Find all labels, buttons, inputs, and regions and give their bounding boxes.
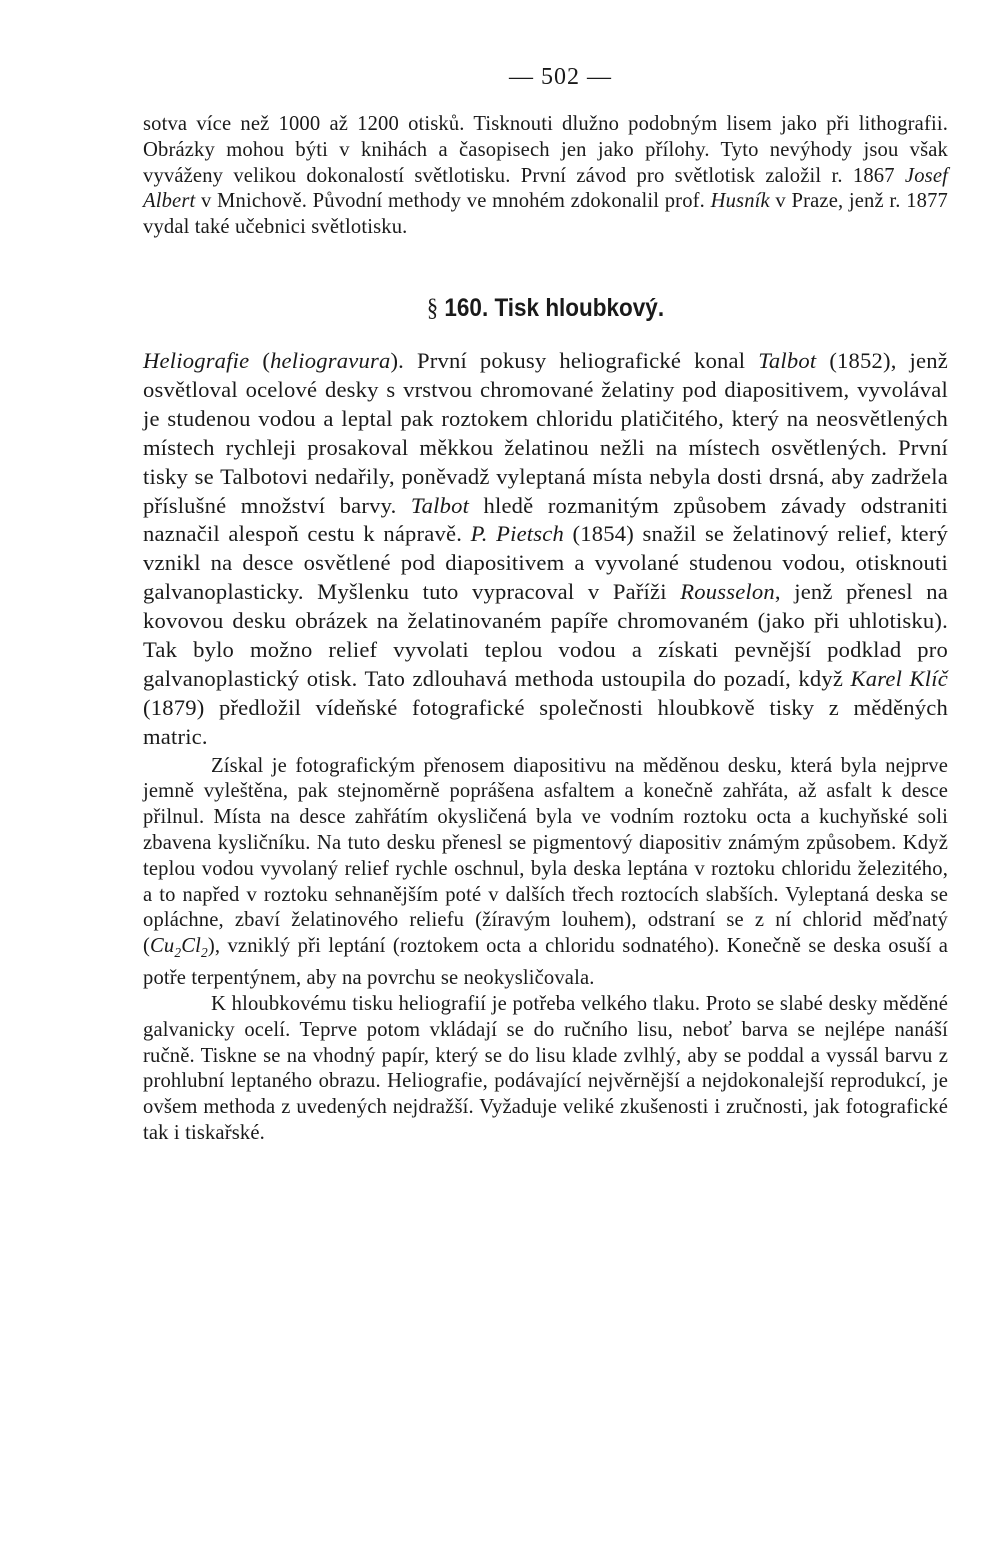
paragraph-printing: K hloubkovému tisku heliografií je potřeba velkého tlaku. Proto se slabé desky měděné galvanicky ocelí. Teprve potom vkládají se do ručního lisu, neboť barva se nejlépe nanáší ručně. Tiskne se na vhodný papír, který se do lisu klade zvlhlý, aby se poddal a vyssál barvu z prohlubní leptaného obrazu. Heliografie, podávající nejvěrnější a nejdokonalejší reprodukcí, je ovšem methoda z uvedených nejdražší. Vyžaduje veliké zkušenosti i zručnosti, jak fotografické tak i tiskařské. (143, 992, 948, 1144)
italic-name: Talbot (758, 347, 817, 373)
text-run: (1852), jenž osvětloval ocelové desky s vrstvou chromované želatiny pod diapositivem, vyvolával je studenou vodou a leptal pak roztokem chloridu platičitého, který na neosvětlených místech rychleji prosakoval měkkou želatinou nežli na místech osvětlených. První tisky se Talbotovi nedařily, poněvadž vyleptaná místa nebyla dosti drsná, aby zadržela příslušné množství barvy. (143, 347, 948, 518)
formula-element-1: Cu (150, 935, 175, 958)
paragraph-heliografie (143, 347, 948, 752)
text-run: v Mnichově. Původní methody ve mnohém zdokonalil prof. (195, 190, 711, 213)
italic-name: heliogravura (270, 347, 391, 373)
intro-paragraph (143, 112, 948, 241)
text-run: sotva více než 1000 až 1200 otisků. Tisknouti dlužno podobným lisem jako při lithografii. Obrázky mohou býti v knihách a časopisech jen jako přílohy. Tyto nevýhody jsou však vyváženy velikou dokonalostí světlotisku. První závod pro světlotisk založil r. 1867 (143, 113, 948, 187)
text-run: (1879) předložil vídeňské fotografické společnosti hloubkově tisky z měděných matric. (143, 694, 948, 749)
text-run: ( (249, 347, 271, 373)
paragraph-process-text-a: Získal je fotografickým přenosem diapositivu na měděnou desku, která byla nejprve jemně vyleštěna, pak stejnoměrně poprášena asfaltem a konečně zahřáta, až asfalt k desce přilnul. Místa na desce zahřátím okysličená byla ve vodním roztoku octa a kuchyňské soli zbavena kysličníku. Na tuto desku přenesl se pigmentový diapositiv známým způsobem. Když teplou vodou vyvolaný relief rychle oschnul, byla deska leptána v roztoku chloridu železitého, a to napřed v roztoku sehnanějším poté v dalších třech roztocích slabších. Vyleptaná deska se opláchne, zbaví želatinového reliefu (žíravým louhem), odstraní se z ní chlorid měďnatý ( (143, 754, 948, 958)
italic-name: Talbot (410, 492, 470, 518)
formula-subscript-2: 2 (200, 945, 208, 961)
chemical-formula (150, 935, 208, 961)
text-run: ). První pokusy heliografické konal (390, 347, 759, 373)
formula-element-2: Cl (181, 935, 201, 958)
paragraph-process-text-b: ), vzniklý při leptání (roztokem octa a chloridu sodnatého). Konečně se deska osuší a potře terpentýnem, aby na povrchu se neokysličovala. (143, 935, 948, 990)
italic-name: Husník (710, 190, 770, 213)
section-symbol: § (426, 294, 439, 322)
formula-subscript-1: 2 (174, 945, 182, 961)
section-title: 160. Tisk hloubkový. (444, 293, 665, 322)
text-run: (1854) snažil se želatinový relief, který vznikl na desce osvětlené pod diapositivem a vyvolané studenou vodou, otisknouti galvanoplasticky. Myšlenku tuto vypracoval v Paříži (143, 521, 948, 605)
page (143, 62, 948, 1147)
italic-name: P. Pietsch (470, 521, 564, 547)
text-run: , jenž přenesl na kovovou desku obrázek na želatinovaném papíře chromovaném (jako při uhlotisku). Tak bylo možno relief vyvolati teplou vodou a získati pevnější podklad pro galvanoplastický otisk. Tato zdlouhavá methoda ustoupila do pozadí, když (143, 579, 948, 691)
italic-name: Karel Klíč (850, 665, 948, 691)
italic-name: Rousselon (680, 579, 775, 605)
italic-name: Josef Albert (143, 164, 948, 213)
paragraph-process (143, 754, 948, 992)
section-heading (183, 293, 908, 324)
text-run: v Praze, jenž r. 1877 vydal také učebnici světlotisku. (143, 190, 948, 239)
page-number: — 502 — (509, 64, 612, 90)
text-run: hledě rozmanitým způsobem závady odstraniti naznačil alespoň cestu k nápravě. (143, 492, 948, 547)
italic-name: Heliografie (143, 347, 250, 373)
